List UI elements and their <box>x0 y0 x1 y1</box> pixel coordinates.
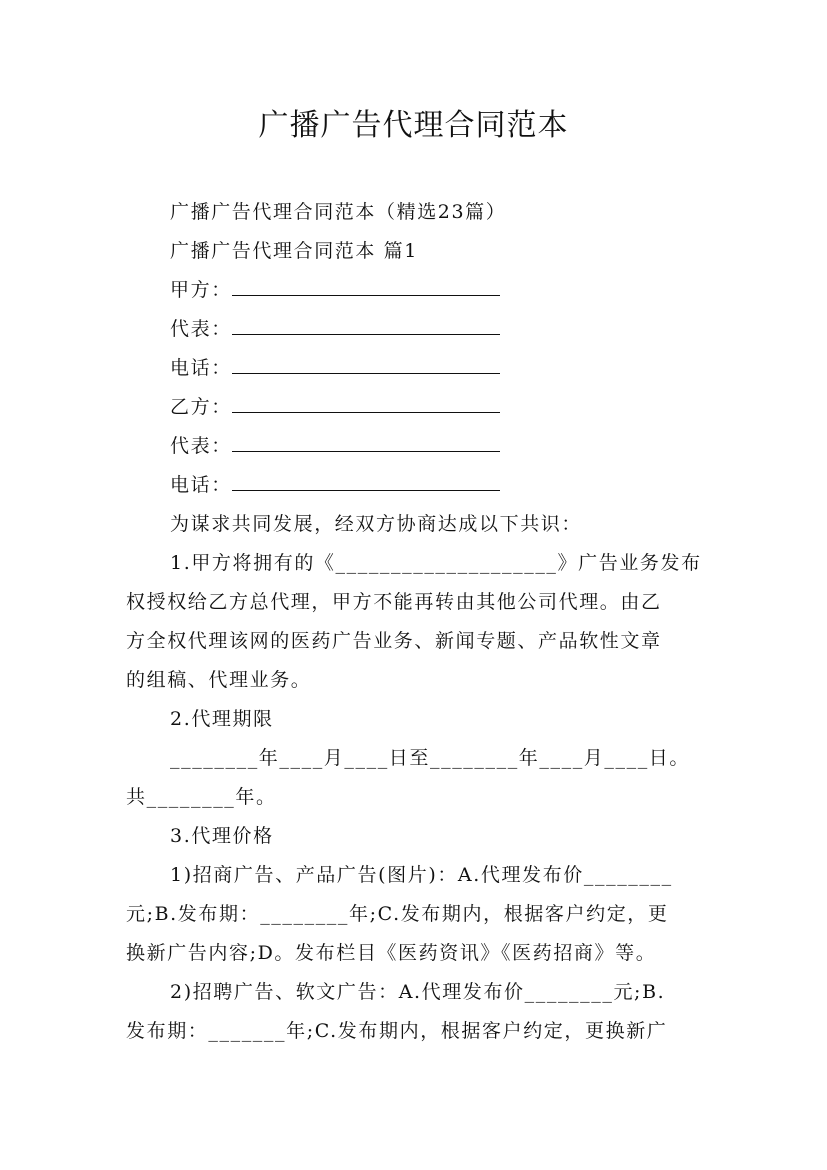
party-a-rep-label: 代表： <box>170 318 232 340</box>
party-a-phone-label: 电话： <box>170 357 232 379</box>
document-title: 广播广告代理合同范本 <box>258 108 569 143</box>
paragraph-line: 共________年。 <box>126 786 277 808</box>
paragraph-line: 元;B.发布期：________年;C.发布期内，根据客户约定，更 <box>126 903 669 925</box>
party-b-phone-blank <box>232 472 500 491</box>
party-b-blank <box>232 394 500 413</box>
party-a-phone-field <box>170 354 760 382</box>
subtitle-line: 广播广告代理合同范本（精选23篇） <box>170 201 507 223</box>
paragraph-line: 发布期：_______年;C.发布期内，根据客户约定，更换新广 <box>126 1020 668 1042</box>
paragraph-line: 方全权代理该网的医药广告业务、新闻专题、产品软性文章 <box>126 630 662 652</box>
party-b-rep-blank <box>232 433 500 452</box>
party-a-rep-field <box>170 315 760 343</box>
paragraph-line: 2)招聘广告、软文广告：A.代理发布价________元;B. <box>170 981 666 1003</box>
party-a-blank <box>232 277 500 296</box>
paragraph-line: 的组稿、代理业务。 <box>126 669 312 691</box>
party-a-rep-blank <box>232 316 500 335</box>
paragraph-line: 1.甲方将拥有的《____________________》广告业务发布 <box>170 552 702 574</box>
party-b-rep-label: 代表： <box>170 435 232 457</box>
party-b-field <box>170 393 760 421</box>
party-a-phone-blank <box>232 355 500 374</box>
paragraph-line: 1)招商广告、产品广告(图片)：A.代理发布价________ <box>170 864 673 886</box>
paragraph-line: 换新广告内容;D。发布栏目《医药资讯》《医药招商》等。 <box>126 942 657 964</box>
party-b-phone-field <box>170 471 760 499</box>
party-b-label: 乙方： <box>170 396 232 418</box>
party-a-field <box>170 276 760 304</box>
party-b-rep-field <box>170 432 760 460</box>
paragraph-line: ________年____月____日至________年____月____日。 <box>170 747 691 769</box>
party-a-label: 甲方： <box>170 279 232 301</box>
section-heading: 2.代理期限 <box>170 708 274 730</box>
section-heading: 3.代理价格 <box>170 825 274 847</box>
paragraph-line: 权授权给乙方总代理，甲方不能再转由其他公司代理。由乙 <box>126 591 662 613</box>
paragraph-line: 为谋求共同发展，经双方协商达成以下共识： <box>170 513 583 535</box>
section-heading: 广播广告代理合同范本 篇1 <box>170 240 418 262</box>
party-b-phone-label: 电话： <box>170 474 232 496</box>
